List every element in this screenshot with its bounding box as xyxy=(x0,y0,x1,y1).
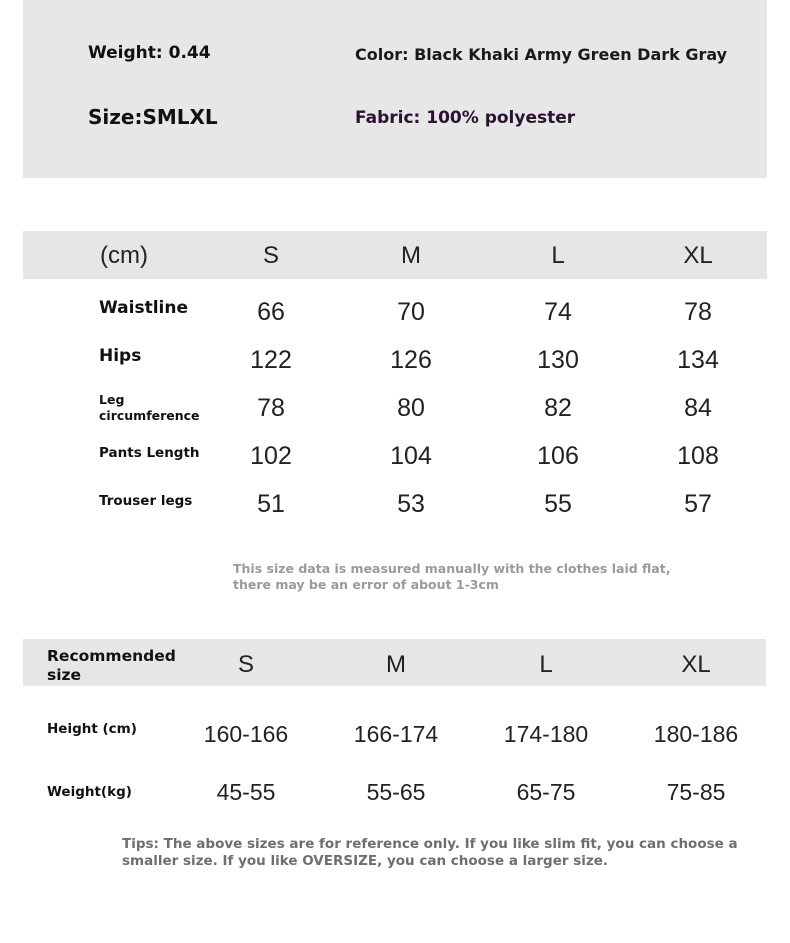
measurement-note xyxy=(233,561,670,593)
size-chart-unit-header: (cm) xyxy=(100,242,148,269)
size-cell: 78 xyxy=(684,298,712,326)
size-tips-line: smaller size. If you like OVERSIZE, you can choose a larger size. xyxy=(122,853,609,869)
measurement-note-line: there may be an error of about 1-3cm xyxy=(233,577,499,592)
recommended-size-header xyxy=(47,647,176,685)
recommendation-cell: 166-174 xyxy=(353,721,439,747)
size-cell: 82 xyxy=(544,394,572,422)
recommendation-cell: 45-55 xyxy=(216,779,276,805)
size-row-label-pants-length: Pants Length xyxy=(99,445,200,461)
size-row-label-hips: Hips xyxy=(99,346,142,366)
size-row-label-trouser-legs: Trouser legs xyxy=(99,493,193,509)
recommendation-header-xl: XL xyxy=(681,651,711,678)
size-tips xyxy=(122,836,738,870)
product-weight: Weight: 0.44 xyxy=(88,43,211,63)
recommendation-cell: 180-186 xyxy=(653,721,739,747)
size-cell: 126 xyxy=(390,346,432,374)
recommendation-cell: 55-65 xyxy=(366,779,426,805)
size-cell: 104 xyxy=(390,442,432,470)
size-cell: 134 xyxy=(677,346,719,374)
measurement-note-line: This size data is measured manually with the clothes laid flat, xyxy=(233,561,671,576)
size-tips-line: Tips: The above sizes are for reference only. If you like slim fit, you can choose a xyxy=(122,836,738,852)
size-cell: 102 xyxy=(250,442,292,470)
product-colors: Color: Black Khaki Army Green Dark Gray xyxy=(355,45,728,64)
size-chart-header-m: M xyxy=(401,242,421,269)
size-cell: 51 xyxy=(257,490,285,518)
recommendation-row-label-height: Height (cm) xyxy=(47,721,137,737)
size-cell: 108 xyxy=(677,442,719,470)
size-cell: 74 xyxy=(544,298,572,326)
recommendation-cell: 65-75 xyxy=(516,779,576,805)
size-row-label-line: Leg xyxy=(99,392,125,407)
size-cell: 130 xyxy=(537,346,579,374)
size-cell: 84 xyxy=(684,394,712,422)
size-cell: 122 xyxy=(250,346,292,374)
size-chart-header-l: L xyxy=(551,242,565,269)
recommendation-cell: 160-166 xyxy=(203,721,289,747)
size-row-label-line: circumference xyxy=(99,408,200,423)
recommendation-cell: 174-180 xyxy=(503,721,589,747)
recommendation-cell: 75-85 xyxy=(666,779,726,805)
size-row-label-leg-circumference xyxy=(99,392,200,424)
recommendation-row-label-weight: Weight(kg) xyxy=(47,784,132,800)
size-cell: 80 xyxy=(397,394,425,422)
product-fabric: Fabric: 100% polyester xyxy=(355,108,576,128)
recommended-size-header-line: Recommended xyxy=(47,647,176,665)
product-info-panel xyxy=(23,0,767,178)
size-cell: 66 xyxy=(257,298,285,326)
size-cell: 106 xyxy=(537,442,579,470)
size-cell: 57 xyxy=(684,490,712,518)
recommendation-header-s: S xyxy=(237,651,255,678)
size-chart-header-s: S xyxy=(262,242,280,269)
recommendation-header-l: L xyxy=(539,651,553,678)
size-cell: 53 xyxy=(397,490,425,518)
recommendation-header-m: M xyxy=(386,651,406,678)
size-cell: 55 xyxy=(544,490,572,518)
size-row-label-waistline: Waistline xyxy=(99,298,188,318)
recommended-size-header-line: size xyxy=(47,666,82,684)
size-chart-header-xl: XL xyxy=(683,242,713,269)
size-cell: 78 xyxy=(257,394,285,422)
product-sizes: Size:SMLXL xyxy=(88,105,218,129)
size-cell: 70 xyxy=(397,298,425,326)
